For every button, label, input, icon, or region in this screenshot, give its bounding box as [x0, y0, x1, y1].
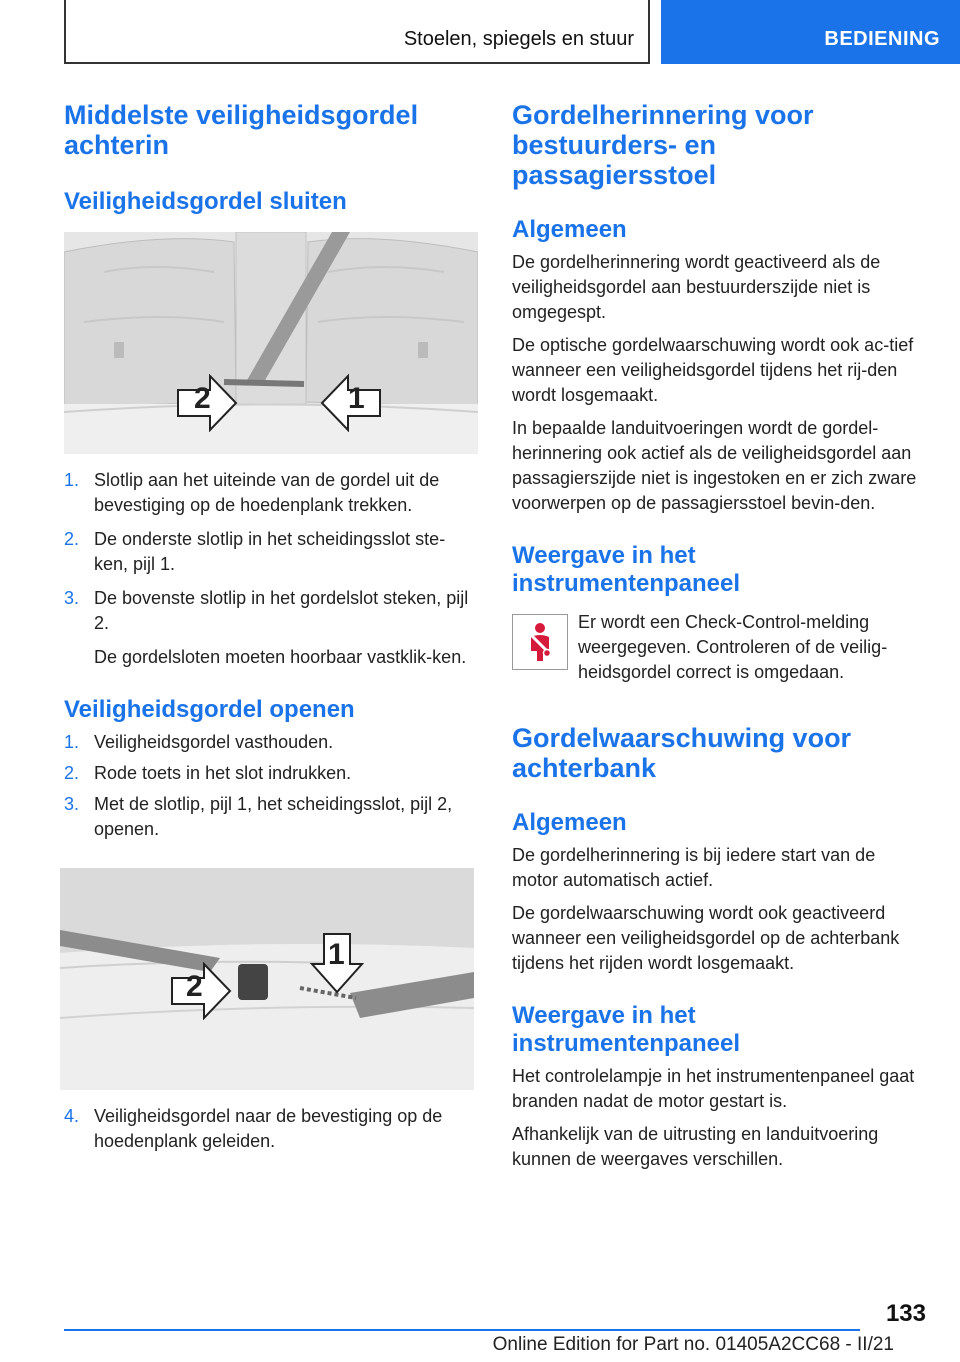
heading-belt-close: Veiligheidsgordel sluiten [64, 188, 347, 215]
figure-belt-close-drawing [64, 232, 478, 454]
header-chapter-tab [661, 0, 960, 64]
final-step-list [64, 1104, 478, 1154]
open-steps-list [64, 730, 478, 842]
paragraph: Afhankelijk van de uitrusting en landuitvoering kunnen de weergaves verschillen. [512, 1124, 879, 1169]
section-title-middle-belt: Middelste veiligheidsgordel achterin [64, 100, 419, 160]
paragraph: De optische gordelwaarschuwing wordt ook ac-tief wanneer een veiligheidsgordel tijdens het rij-den wordt losgemaakt. [512, 335, 914, 405]
header-section-title: Stoelen, spiegels en stuur [403, 28, 634, 50]
right-column [512, 100, 926, 1172]
heading-rear-general: Algemeen [512, 809, 627, 836]
left-column [64, 100, 478, 1154]
section-title-rear-warning: Gordelwaarschuwing voor achterbank [512, 723, 852, 783]
section-title-belt-reminder: Gordelherinnering voor bestuurders- en passagiersstoel [512, 100, 814, 190]
heading-general: Algemeen [512, 216, 627, 243]
seatbelt-warning-icon [512, 614, 568, 670]
list-item: 2. De onderste slotlip in het scheidingsslot ste-ken, pijl 1. [64, 529, 446, 574]
close-steps-list [64, 468, 478, 670]
callout-2: 2 [186, 970, 203, 1003]
footer-edition: Online Edition for Part no. 01405A2CC68 - II/21 [492, 1334, 894, 1355]
header-section-tab [64, 0, 650, 64]
list-item: 1. Veiligheidsgordel vasthouden. [64, 732, 334, 752]
list-item: 3. De bovenste slotlip in het gordelslot steken, pijl 2. De gordelsloten moeten hoorbaar vastklik-ken. [64, 588, 469, 667]
list-item: 1. Slotlip aan het uiteinde van de gordel uit de bevestiging op de hoedenplank trekken. [64, 470, 440, 515]
heading-rear-display: Weergave in het instrumentenpaneel [512, 1002, 741, 1057]
figure-belt-open-drawing [60, 868, 474, 1090]
paragraph: De gordelherinnering is bij iedere start van de motor automatisch actief. [512, 845, 876, 890]
footer-divider [64, 1329, 860, 1331]
heading-display: Weergave in het instrumentenpaneel [512, 542, 741, 597]
list-item: 2. Rode toets in het slot indrukken. [64, 763, 352, 783]
paragraph: Het controlelampje in het instrumentenpaneel gaat branden nadat de motor gestart is. [512, 1066, 915, 1111]
figure-belt-close [64, 232, 478, 454]
callout-1: 1 [328, 938, 345, 971]
heading-belt-open: Veiligheidsgordel openen [64, 696, 355, 723]
page-number: 133 [885, 1300, 926, 1327]
paragraph: De gordelwaarschuwing wordt ook geactiveerd wanneer een veiligheidsgordel op de achterbank tijdens het rijden wordt losgemaakt. [512, 903, 900, 973]
warning-message-row [512, 610, 926, 685]
paragraph: In bepaalde landuitvoeringen wordt de gordel-herinnering ook actief als de veiligheidsgordel aan passagierszijde niet is ingestoken en er zich zware voorwerpen op de passagiersstoel bevin-den. [512, 418, 917, 513]
list-item: 4. Veiligheidsgordel naar de bevestiging op de hoedenplank geleiden. [64, 1106, 443, 1151]
list-item: 3. Met de slotlip, pijl 1, het scheidingsslot, pijl 2, openen. [64, 794, 453, 839]
warning-message-text: Er wordt een Check-Control-melding weergegeven. Controleren of de veilig-heidsgordel correct is omgedaan. [578, 612, 888, 682]
callout-2: 2 [194, 382, 211, 415]
callout-1: 1 [348, 382, 365, 415]
paragraph: De gordelherinnering wordt geactiveerd als de veiligheidsgordel aan bestuurderszijde niet is omgegespt. [512, 252, 881, 322]
header-chapter-title: BEDIENING [824, 28, 940, 50]
figure-belt-open [60, 868, 474, 1090]
